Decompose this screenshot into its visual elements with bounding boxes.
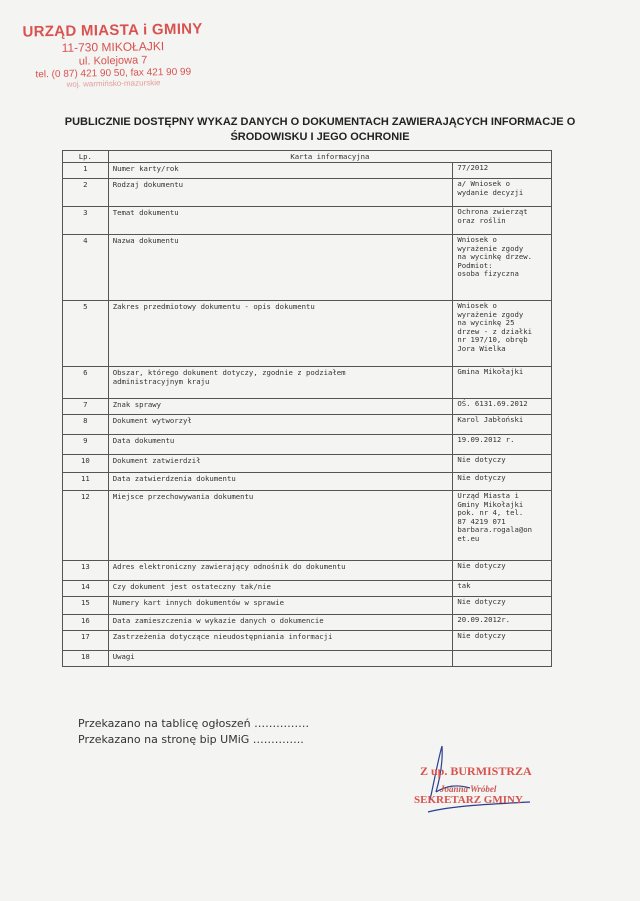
table-row (63, 597, 552, 615)
row-number: 1 (63, 163, 109, 179)
row-label: Znak sprawy (108, 399, 453, 415)
row-value: Nie dotyczy (457, 455, 506, 464)
row-number: 7 (63, 399, 109, 415)
signature-secretary: SEKRETARZ GMINY (414, 794, 523, 806)
stamp-postal: 11-730 MIKOŁAJKI (61, 39, 165, 55)
title-line-2: ŚRODOWISKU I JEGO OCHRONIE (230, 131, 410, 143)
table-row (63, 455, 552, 473)
row-value: OŚ. 6131.69.2012 (457, 399, 528, 408)
row-label: Nazwa dokumentu (108, 235, 453, 301)
table-header-row (63, 151, 552, 163)
row-value-cell (453, 473, 552, 491)
row-number: 10 (63, 455, 109, 473)
table-row (63, 367, 552, 399)
table-row (63, 491, 552, 561)
table-row (63, 301, 552, 367)
row-number: 12 (63, 491, 109, 561)
row-label: Numer karty/rok (108, 163, 453, 179)
row-value: Karol Jabłoński (457, 415, 524, 424)
row-number: 3 (63, 207, 109, 235)
row-number: 5 (63, 301, 109, 367)
signature-role: Z up. BURMISTRZA (420, 764, 532, 778)
row-number: 9 (63, 435, 109, 455)
row-value: 19.09.2012 r. (457, 435, 515, 444)
row-label: Data zamieszczenia w wykazie danych o dokumencie (108, 615, 453, 631)
row-number: 11 (63, 473, 109, 491)
row-value: Gmina Mikołajki (457, 367, 524, 376)
row-value: Nie dotyczy (457, 631, 506, 640)
stamp-office-name: URZĄD MIASTA i GMINY (22, 20, 203, 41)
row-number: 6 (63, 367, 109, 399)
header-card: Karta informacyjna (108, 151, 551, 163)
row-number: 8 (63, 415, 109, 435)
table-row (63, 399, 552, 415)
row-label: Uwagi (108, 651, 453, 667)
row-label: Czy dokument jest ostateczny tak/nie (108, 581, 453, 597)
note-notice-board: Przekazano na tablicę ogłoszeń …………… (78, 717, 310, 730)
stamp-street: ul. Kolejowa 7 (78, 54, 148, 68)
row-number: 16 (63, 615, 109, 631)
table-row (63, 651, 552, 667)
row-value: 20.09.2012r. (457, 615, 511, 624)
row-value-cell (453, 235, 552, 301)
row-value-cell (453, 651, 552, 667)
row-label: Dokument wytworzył (108, 415, 453, 435)
row-value: Nie dotyczy (457, 597, 506, 606)
note-bip-page: Przekazano na stronę bip UMiG ………….. (78, 733, 304, 746)
row-value-cell (453, 207, 552, 235)
row-value-cell (453, 561, 552, 581)
row-label: Obszar, którego dokument dotyczy, zgodnie z podziałem administracyjnym kraju (108, 367, 453, 399)
row-value: Wniosek o wyrażenie zgody na wycinkę drzew. Podmiot: osoba fizyczna (457, 235, 533, 279)
handwritten-signature-icon (410, 742, 550, 822)
row-value-cell (453, 179, 552, 207)
row-label: Miejsce przechowywania dokumentu (108, 491, 453, 561)
row-label: Data dokumentu (108, 435, 453, 455)
table-row (63, 435, 552, 455)
table-row (63, 207, 552, 235)
row-label: Adres elektroniczny zawierający odnośnik do dokumentu (108, 561, 453, 581)
stamp-region: woj. warmińsko-mazurskie (66, 78, 161, 89)
row-value-cell (453, 301, 552, 367)
row-value: Nie dotyczy (457, 561, 506, 570)
table-row (63, 415, 552, 435)
table-row (63, 179, 552, 207)
table-row (63, 163, 552, 179)
row-label: Zastrzeżenia dotyczące nieudostępniania informacji (108, 631, 453, 651)
row-number: 13 (63, 561, 109, 581)
row-value-cell (453, 399, 552, 415)
row-label: Numery kart innych dokumentów w sprawie (108, 597, 453, 615)
table-row (63, 631, 552, 651)
row-label: Rodzaj dokumentu (108, 179, 453, 207)
header-lp: Lp. (63, 151, 109, 163)
row-number: 14 (63, 581, 109, 597)
row-value-cell (453, 491, 552, 561)
signature-person: Joanna Wróbel (440, 784, 497, 794)
row-label: Dokument zatwierdził (108, 455, 453, 473)
info-card-table (62, 150, 552, 667)
row-number: 18 (63, 651, 109, 667)
row-value-cell (453, 631, 552, 651)
row-value-cell (453, 163, 552, 179)
row-value: Urząd Miasta i Gminy Mikołajki pok. nr 4, tel. 87 4219 071 barbara.rogala@on et.eu (457, 491, 533, 543)
row-value: tak (457, 581, 471, 590)
row-value-cell (453, 597, 552, 615)
row-value-cell (453, 581, 552, 597)
document-title (60, 115, 580, 145)
row-number: 4 (63, 235, 109, 301)
row-value: 77/2012 (457, 163, 489, 172)
row-label: Temat dokumentu (108, 207, 453, 235)
row-value: Nie dotyczy (457, 473, 506, 482)
row-value-cell (453, 435, 552, 455)
row-value: a/ Wniosek o wydanie decyzji (457, 179, 524, 197)
table-row (63, 581, 552, 597)
table-row (63, 473, 552, 491)
row-value: Wniosek o wyrażenie zgody na wycinkę 25 drzew - z działki nr 197/10, obręb Jora Wielka (457, 301, 533, 353)
row-number: 17 (63, 631, 109, 651)
office-stamp (17, 20, 208, 89)
table-row (63, 615, 552, 631)
row-value: Ochrona zwierząt oraz roślin (457, 207, 528, 225)
row-number: 2 (63, 179, 109, 207)
row-value-cell (453, 455, 552, 473)
stamp-phone: tel. (0 87) 421 90 50, fax 421 90 99 (35, 66, 192, 81)
table-row (63, 561, 552, 581)
row-label: Data zatwierdzenia dokumentu (108, 473, 453, 491)
title-line-1: PUBLICZNIE DOSTĘPNY WYKAZ DANYCH O DOKUMENTACH ZAWIERAJĄCYCH INFORMACJE O (64, 116, 576, 128)
row-label: Zakres przedmiotowy dokumentu - opis dokumentu (108, 301, 453, 367)
row-value-cell (453, 367, 552, 399)
row-value-cell (453, 615, 552, 631)
row-number: 15 (63, 597, 109, 615)
table-row (63, 235, 552, 301)
row-value-cell (453, 415, 552, 435)
